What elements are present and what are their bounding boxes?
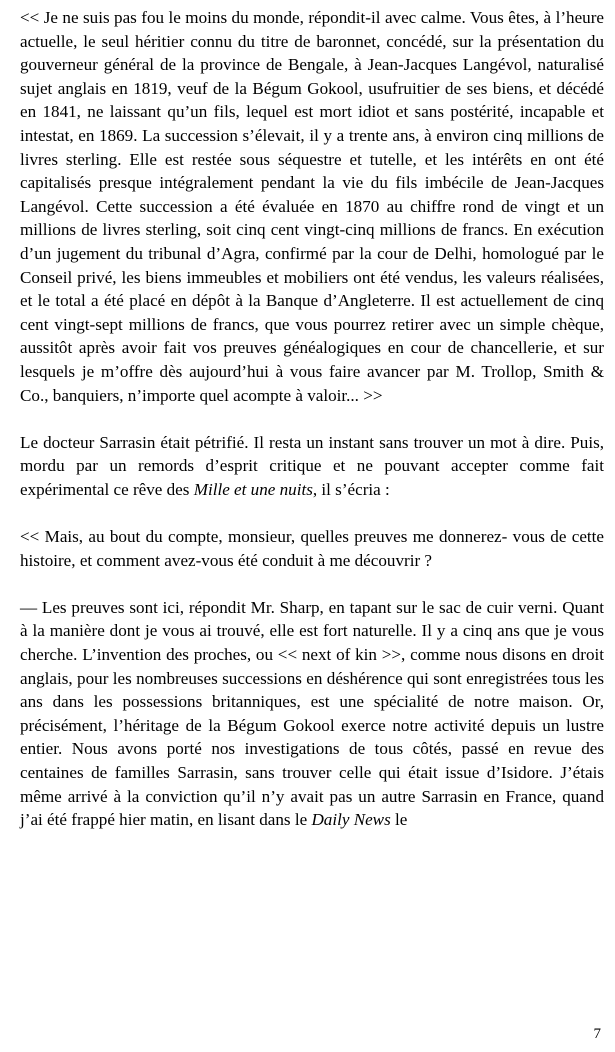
text-segment: le [390, 810, 408, 830]
text-segment: — Les preuves sont ici, répondit Mr. Sharp, en tapant sur le sac de cuir verni. Quant à la manière dont je vous ai trouvé, elle est fort naturelle. Il y a cinq ans que je vous cherche. L’invention des proches, ou << next of kin >>, comme nous disons en droit anglais, pour les nombreuses successions en déshérence qui sont enregistrées tous les ans dans les possessions britanniques, est une spécialité de notre maison. Or, précisément, l’héritage de la Bégum Gokool exerce notre activité depuis un lustre entier. Nous avons porté nos investigations de tous côtés, passé en revue des centaines de familles Sarrasin, sans trouver celle qui était issue d’Isidore. J’étais même arrivé à la conviction qu’il n’y avait pas un autre Sarrasin en France, quand j’ai été frappé hier matin, en lisant dans le [20, 597, 604, 830]
italic-newspaper-title: Daily News [311, 810, 391, 830]
paragraph-sarrasin-question [20, 525, 604, 572]
text-segment: Le docteur Sarrasin était pétrifié. Il resta un instant sans trouver un mot à dire. Puis, mordu par un remords d’esprit critique et ne pouvant accepter comme fait expérimental ce rêve des [20, 432, 604, 499]
paragraph-spacer [20, 501, 604, 525]
text-segment: , il s’écria : [312, 479, 390, 499]
document-page [20, 6, 604, 832]
paragraph-sarrasin-reaction [20, 431, 604, 502]
paragraph-spacer [20, 572, 604, 596]
italic-title: Mille et une nuits [193, 479, 313, 499]
paragraph-spacer [20, 407, 604, 431]
paragraph-inheritance-explanation [20, 6, 604, 407]
page-number: 7 [593, 1026, 601, 1042]
text-segment: << Je ne suis pas fou le moins du monde, répondit-il avec calme. Vous êtes, à l’heure actuelle, le seul héritier connu du titre de baronnet, concédé, sur la présentation du gouverneur général de la province de Bengale, à Jean-Jacques Langévol, naturalisé sujet anglais en 1819, veuf de la Bégum Gokool, usufruitier de ses biens, et décédé en 1841, ne laissant qu’un fils, lequel est mort idiot et sans postérité, incapable et intestat, en 1869. La succession s’élevait, il y a trente ans, à environ cinq millions de livres sterling. Elle est restée sous séquestre et tutelle, et les intérêts en ont été capitalisés presque intégralement pendant la vie du fils imbécile de Jean-Jacques Langévol. Cette succession a été évaluée en 1870 au chiffre rond de vingt et un millions de livres sterling, soit cinq cent vingt-cinq millions de francs. En exécution d’un jugement du tribunal d’Agra, confirmé par la cour de Delhi, homologué par le Conseil privé, les biens immeubles et mobiliers ont été vendus, les valeurs réalisées, et le total a été placé en dépôt à la Banque d’Angleterre. Il est actuellement de cinq cent vingt-sept millions de francs, que vous pourrez retirer avec un simple chèque, aussitôt après avoir fait vos preuves généalogiques en cour de chancellerie, et sur lesquels je m’offre dès aujourd’hui à vous faire avancer par M. Trollop, Smith & Co., banquiers, n’importe quel acompte à valoir... >> [20, 8, 604, 405]
text-segment: << Mais, au bout du compte, monsieur, quelles preuves me donnerez- vous de cette histoire, et comment avez-vous été conduit à me découvrir ? [20, 527, 604, 570]
paragraph-sharp-answer [20, 596, 604, 832]
